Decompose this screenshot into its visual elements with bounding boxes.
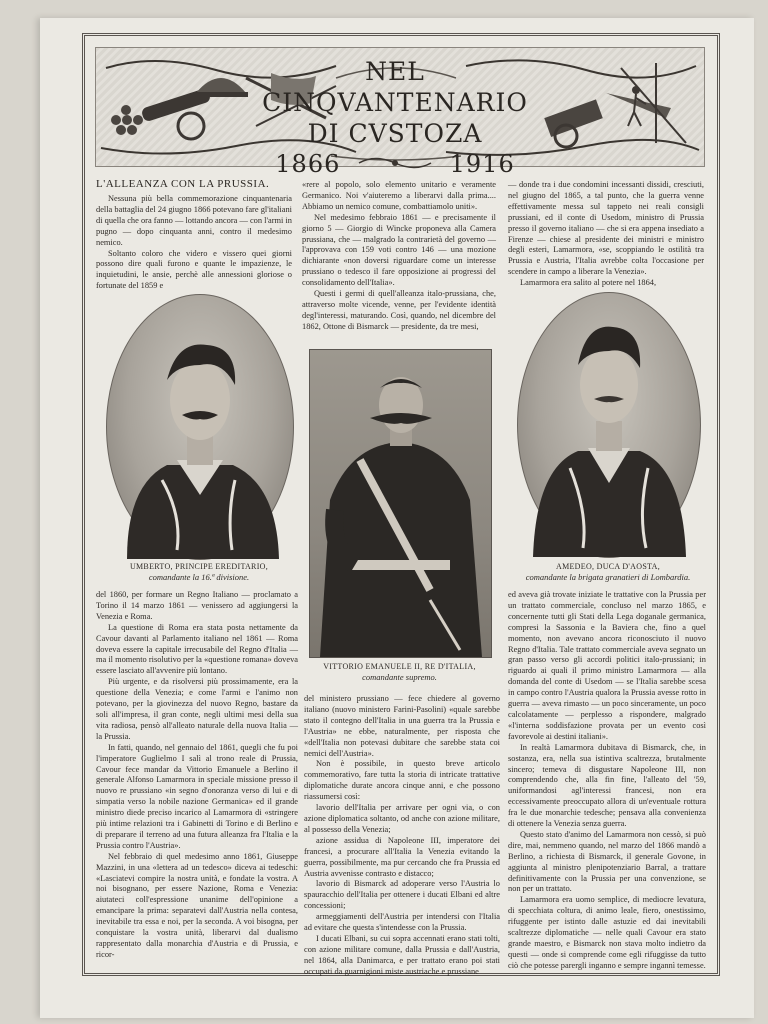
caption-name: UMBERTO, PRINCIPE EREDITARIO, xyxy=(129,562,269,571)
column-1-top xyxy=(96,194,292,290)
year-start: 1866 xyxy=(275,150,341,178)
paragraph: Questi i germi di quell'alleanza italo-prussiana, che, attraverso molte vicende, venne, per l'evidente identità degl'interessi, maturando. Così, quando, nel dicembre del 1862, Ottone di Bismarck — presidente, da tre mesi, xyxy=(302,289,496,331)
column-3-bottom xyxy=(508,590,706,970)
column-2-top xyxy=(302,180,496,346)
portrait-amedeo xyxy=(517,292,701,558)
column-3-top xyxy=(508,180,704,290)
helmet-icon xyxy=(194,78,248,97)
column-2-bottom xyxy=(304,694,500,976)
paragraph: lavorio di Bismarck ad adoperare verso l'Austria lo spauracchio dell'Italia per ottenere i ducati Elbani ed altre concessioni; xyxy=(304,879,500,911)
paragraph: Soltanto coloro che videro e vissero quei giorni possono dire quali furono e quante le impazienze, le inquietudini, le ansie, perchè alle annessioni gloriose o fortunate del 1859 e xyxy=(96,248,292,291)
paragraph: Lamarmora era uomo semplice, di mediocre levatura, di specchiata coltura, di animo leale, fiero, onestissimo, rifuggente per istinto dalle astuzie ed dai inevitabili scaltrezze diplomatiche — nelle quali Cavour era stato grande maestro, e Bismarck non stava molto indietro da questi — onde si comprende come egli rifuggisse da tutto ciò che potesse parergli inganno e sempre ingannì temesse. xyxy=(508,895,706,970)
paragraph: In fatti, quando, nel gennaio del 1861, quegli che fu poi l'imperatore Guglielmo I salì al trono reale di Prussia, Cavour fece mandar da Vittorio Emanuele a Berlino il generale Alfonso Lamarmora in speciale missione presso il nuovo re prussiano «in segno d'onoranza verso di lui e di simpatia verso la nobile nazione Germanica» ed il grande ministro diede preciso incarico al Lamarmora di «stringere più intime relazioni tra i Gabinetti di Torino e di Berlino e di preparare il terreno ad una futura alleanza fra l'Italia e la Prussia contro l'Austria». xyxy=(96,742,298,850)
year-end: 1916 xyxy=(449,150,515,178)
section-title: L'ALLEANZA CON LA PRUSSIA. xyxy=(96,178,270,190)
caption-name: VITTORIO EMANUELE II, RE D'ITALIA, xyxy=(323,662,476,671)
paragraph: del 1860, per formare un Regno Italiano — proclamato a Torino il 14 marzo 1861 — venissero ad aggiungersi la Venezia e Roma. xyxy=(96,590,298,621)
paragraph: lavorio dell'Italia per arrivare per ogni via, o con azione diplomatica soltanto, od anche con azione militare, al possesso della Venezia; xyxy=(304,803,500,834)
banner-title xyxy=(250,56,540,180)
column-1-bottom xyxy=(96,590,298,962)
caption-role: comandante la 16.ª divisione. xyxy=(148,572,250,582)
paragraph: azione assidua di Napoleone III, imperatore dei francesi, a procurare all'Italia la Venezia evitando la guerra, possibilmente, ma pur cercando che fra Prussia ed Austria avvenisse contrasto e distacco; xyxy=(304,835,500,878)
paragraph: Nel febbraio di quel medesimo anno 1861, Giuseppe Mazzini, in una «lettera ad un tedesco» diceva ai tedeschi: «Lasciatevi compire la nostra unità, e fondate la vostra. A noi bisognano, per essere Nazione, Roma e Venezia: aiutateci coll'espressione unanime dell'opinione a emancipare la prima: separatevi dall'Austria nella contesa, inevitabile tra essa e noi, per la seconda. A voi bisogna, per conquistare la vostra unità, liberarvi dal dualismo rappresentato dalla monarchia d'Austria e di Prussia, e ricor- xyxy=(96,851,298,959)
portrait-umberto xyxy=(106,294,294,560)
paragraph: Nessuna più bella commemorazione cinquantenaria della battaglia del 24 giugno 1866 potevano fare gl'italiani di quella che ora fanno — lottando ancora — con l'armi in pugno — dopo cinquanta anni, contro il medesimo nemico. xyxy=(96,194,292,247)
paragraph: «rere al popolo, solo elemento unitario e veramente Germanico. Noi v'aiuteremo a liberarvi dalla prima.... Abbiamo un nemico comune, combattiamolo uniti». xyxy=(302,180,496,211)
paragraph: — donde tra i due condomini incessanti dissidi, cresciuti, nel giugno del 1865, a tal punto, che la guerra venne effettivamente messa sul tappeto nei reali consigli prussiani, ed il conte di Usedom, ministro di Prussia presso il governo italiano — che si era appena insediato a Firenze — chiese al presidente dei ministri e ministro degli esteri, Lamarmora, «se, scoppiando le ostilità tra Prussia e Austria, l'Italia avrebbe colta l'occasione per scendere in campo a liberare la Venezia». xyxy=(508,180,704,277)
paragraph: Non è possibile, in questo breve articolo commemorativo, fare tutta la storia di intricate trattative diplomatiche durate ancora cinque anni, e che possono riassumersi così: xyxy=(304,759,500,802)
title-years xyxy=(250,149,540,180)
title-line-2: DI CVSTOZA xyxy=(307,119,483,148)
photo-vittorio-emanuele xyxy=(309,349,492,658)
paragraph: In realtà Lamarmora dubitava di Bismarck, che, in sostanza, era, nella sua istintiva scaltrezza, brutalmente sincero; temeva di disgustare Napoleone III, non comprendendo che, alla fin fine, l'alleato del '59, uniformandosi agl'interessi francesi, non era eccessivamente preoccupato allora di un'eventuale rottura fra le due monarchie tedesche; pensava alla convenienza di ottenere la Venezia senza guerra. xyxy=(508,742,706,829)
caption-amedeo xyxy=(507,562,709,582)
paragraph: Lamarmora era salito al potere nel 1864, xyxy=(520,278,657,288)
cart-icon xyxy=(544,99,603,147)
paragraph: Questo stato d'animo del Lamarmora non cessò, si può dire, mai, nemmeno quando, nel marzo del 1866 mandò a Berlino, a richiesta di Bismarck, il generale Govone, in aggiunta al ministro plenipotenziario Barral, a trattare definitivamente con la Prussia per una convenzione, se non per un trattato. xyxy=(508,829,706,894)
title-line-1: NEL CINQVANTENARIO xyxy=(262,57,528,117)
paragraph: Più urgente, e da risolversi più prossimamente, era la questione della Venezia; e come l'armi e l'animo non potevano, per la giovinezza del nuovo Regno, bastare da soli all'impresa, il gran conte, negli ultimi mesi della sua vita radiosa, pensò all'alleato naturale della nuova Italia — la Prussia. xyxy=(96,677,298,741)
caption-umberto xyxy=(106,562,292,582)
paragraph: armeggiamenti dell'Austria per intendersi con l'Italia ad evitare che questa s'intendesse con la Prussia. xyxy=(304,912,500,933)
caption-role: comandante la brigata granatieri di Lombardia. xyxy=(525,572,691,582)
caption-name: AMEDEO, DUCA D'AOSTA, xyxy=(556,562,660,571)
paragraph: del ministero prussiano — fece chiedere al governo italiano (nuovo ministero Farini-Pasolini) «quale sarebbe stato il contegno dell'Italia in una guerra tra la Prussia e l'Austria» ne ebbe, naturalmente, per risposta che «dell'Italia non potevasi dubitare che sarebbe stata coi nemici dell'Austria». xyxy=(304,694,500,758)
paragraph: I ducati Elbani, su cui sopra accennati erano stati tolti, con azione militare comune, dalla Prussia e dall'Austria, nel 1864, alla Danimarca, e per trattato erano poi stati occupati da guarnigioni miste austriache e prussiane xyxy=(304,933,500,976)
paragraph: ed aveva già trovate iniziate le trattative con la Prussia per un trattato commerciale, concluso nel marzo 1865, e concernente tutti gli Stati della Lega doganale germanica, compresi la Sassonia e la Baviera che, fino a quel momento, non avevano ancora riconosciuto il nuovo Regno d'Italia. Tale trattato commerciale aveva segnato un gran passo verso gli accordi politici italo-prussiani; in riguardo ai quali il primo ministro Lamarmora — alla domanda del conte di Usedom — se l'Italia sarebbe scesa in campo contro l'Austria qualora la Prussia avesse rotto in guerra — aveva rimasto — un poco sinceramente, un poco calcolatamente — perplesso a rispondere, malgrado «l'interna soddisfazione provata per un evento così favorevole ai destini italiani». xyxy=(508,590,706,741)
paragraph: Nel medesimo febbraio 1861 — e precisamente il giorno 5 — Giorgio di Wincke proponeva alla Camera prussiana, che — malgrado la contrarietà del governo — l'approvava con 159 voti contro 146 — una mozione dichiarante «non doversi riguardare come un interesse prussiano o tedesco il fare opposizione ai progressi del consolidamento dell'Italia». xyxy=(302,212,496,288)
ornament-divider xyxy=(349,149,441,180)
caption-vittorio-emanuele xyxy=(309,662,490,682)
paragraph: La questione di Roma era stata posta nettamente da Cavour davanti al Parlamento italiano nel 1861 — Roma doveva essere la capitale irrecusabile del Regno d'Italia — ma il momento risolutivo per la «questione romana» doveva essere lasciato all'avvenire più lontano. xyxy=(96,622,298,676)
caption-role: comandante supremo. xyxy=(362,672,437,682)
